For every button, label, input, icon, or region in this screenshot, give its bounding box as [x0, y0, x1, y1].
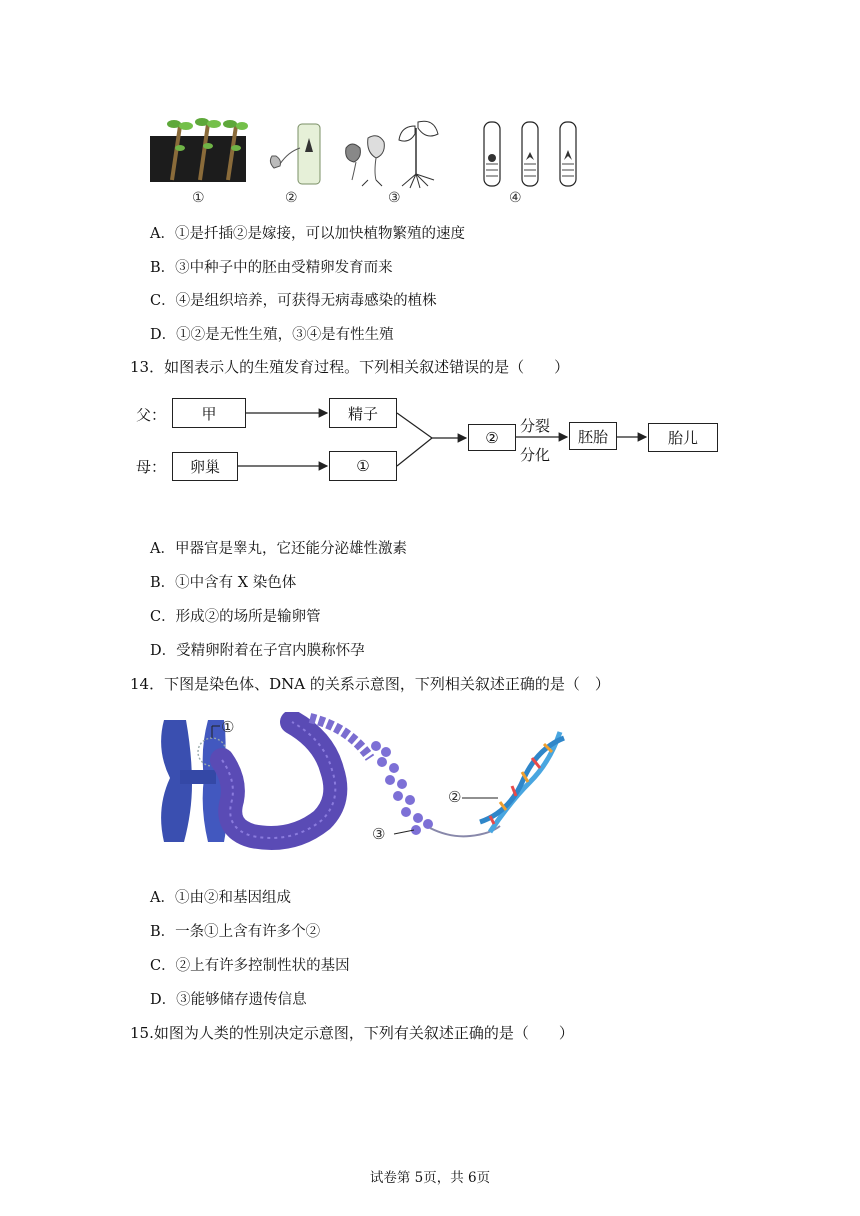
q12-caption-2: ② — [285, 190, 298, 206]
q14-option-b: B．一条①上含有许多个② — [150, 924, 321, 940]
q12-option-a: A．①是扦插②是嫁接，可以加快植物繁殖的速度 — [150, 226, 465, 242]
q12-option-b: B．③中种子中的胚由受精卵发育而来 — [150, 260, 393, 276]
ovary-box: 卵巢 — [172, 452, 238, 481]
q14-stem: 14．下图是染色体、DNA 的关系示意图，下列相关叙述正确的是（ ） — [130, 675, 610, 693]
division-label: 分裂 — [520, 417, 551, 435]
q14-option-d: D．③能够储存遗传信息 — [150, 992, 307, 1008]
chromatin-coil-illustration — [222, 718, 370, 838]
q12-caption-1: ① — [192, 190, 205, 206]
q14-label-3: ③ — [372, 825, 386, 843]
q12-caption-3: ③ — [388, 190, 401, 206]
q13-arrows — [0, 0, 860, 520]
q14-option-c: C．②上有许多控制性状的基因 — [150, 958, 350, 974]
nucleosome-beads-illustration — [371, 741, 433, 835]
q13-stem: 13．如图表示人的生殖发育过程。下列相关叙述错误的是（ ） — [130, 358, 570, 376]
q13-option-b: B．①中含有 X 染色体 — [150, 575, 297, 591]
q15-stem: 15.如图为人类的性别决定示意图，下列有关叙述正确的是（ ） — [130, 1024, 574, 1042]
dna-helix-illustration — [480, 732, 564, 832]
zygote-box: ② — [468, 424, 516, 451]
differentiation-label: 分化 — [520, 446, 551, 464]
embryo-box: 胚胎 — [569, 422, 617, 450]
q14-option-a: A．①由②和基因组成 — [150, 890, 291, 906]
q14-figure — [150, 712, 570, 852]
egg-box: ① — [329, 451, 397, 481]
q14-label-2: ② — [448, 788, 462, 806]
q13-option-c: C．形成②的场所是输卵管 — [150, 609, 321, 625]
q12-option-c: C．④是组织培养，可获得无病毒感染的植株 — [150, 293, 437, 309]
q12-caption-4: ④ — [509, 190, 522, 206]
mother-label: 母： — [136, 458, 167, 476]
q14-label-1: ① — [221, 718, 235, 736]
page-footer: 试卷第 5页，共 6页 — [369, 1170, 491, 1186]
organ-jia-box: 甲 — [172, 398, 246, 428]
q12-option-d: D．①②是无性生殖，③④是有性生殖 — [150, 327, 394, 343]
q13-option-d: D．受精卵附着在子宫内膜称怀孕 — [150, 643, 365, 659]
chromosome-illustration — [161, 720, 226, 842]
chromosome-dna-illustration — [150, 712, 570, 852]
sperm-box: 精子 — [329, 398, 397, 428]
fetus-box: 胎儿 — [648, 423, 718, 452]
q13-option-a: A．甲器官是睾丸，它还能分泌雄性激素 — [150, 541, 407, 557]
father-label: 父： — [136, 406, 167, 424]
